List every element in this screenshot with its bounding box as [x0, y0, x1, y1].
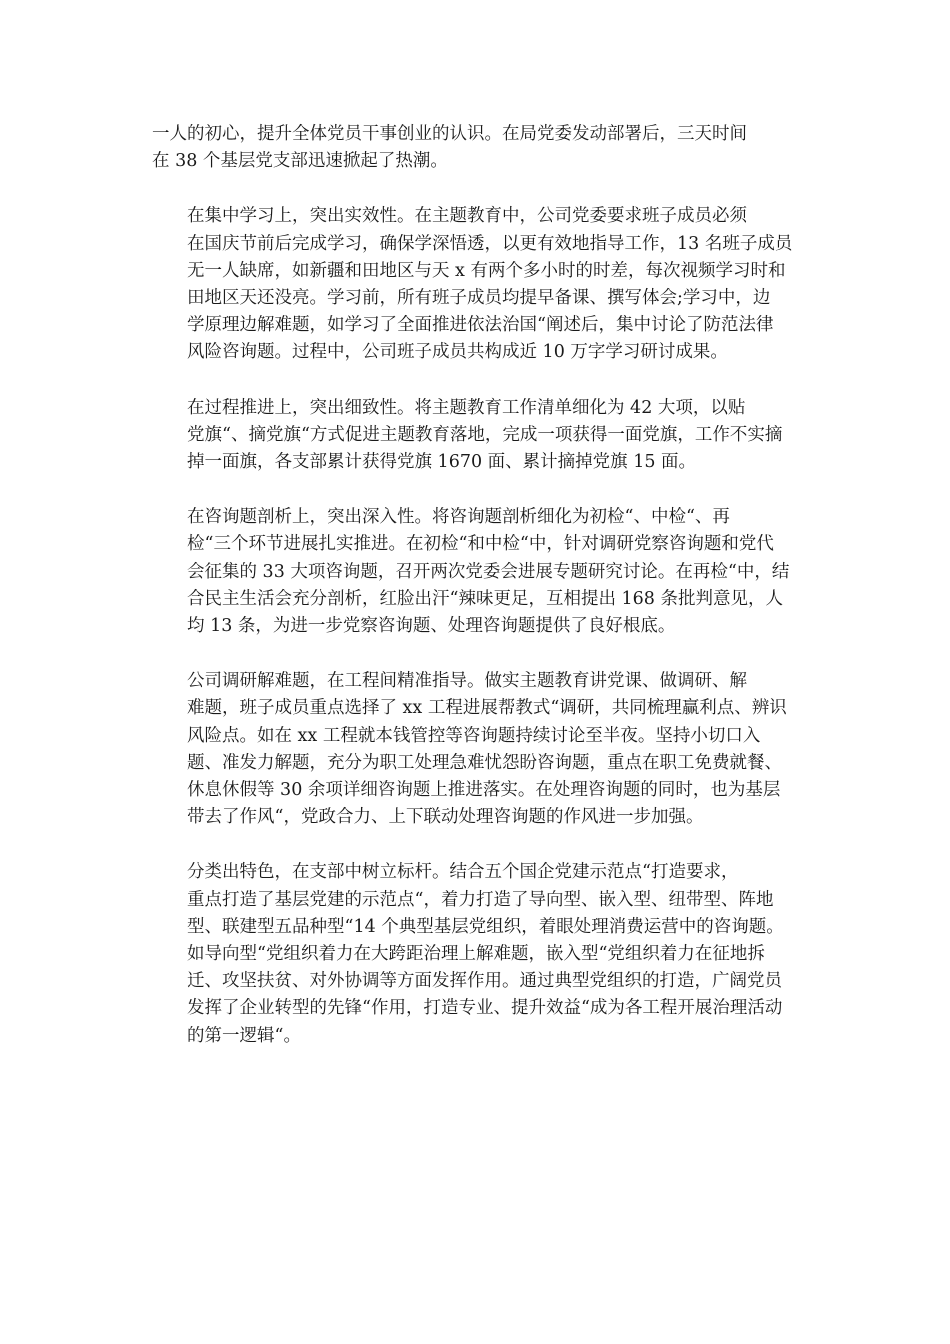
text-line: 休息休假等 30 余项详细咨询题上推进落实。在处理咨询题的同时，也为基层	[187, 780, 781, 801]
document-body	[152, 121, 800, 1078]
text-line: 带去了作风“，党政合力、上下联动处理咨询题的作风进一步加强。	[187, 807, 704, 828]
text-line: 风险咨询题。过程中，公司班子成员共构成近 10 万字学习研讨成果。	[187, 342, 728, 363]
paragraph-centralized-study	[152, 203, 800, 366]
text-line: 合民主生活会充分剖析，红脸出汗“辣味更足，互相提出 168 条批判意见，人	[187, 588, 783, 609]
text-line: 迁、攻坚扶贫、对外协调等方面发挥作用。通过典型党组织的打造，广阔党员	[187, 971, 782, 992]
paragraph-research-guidance	[152, 668, 800, 831]
paragraph-process-advancement	[152, 395, 800, 477]
paragraph-intro-continuation	[152, 121, 800, 175]
text-line: 掉一面旗，各支部累计获得党旗 1670 面、累计摘掉党旗 15 面。	[187, 452, 697, 473]
text-line: 在 38 个基层党支部迅速掀起了热潮。	[152, 151, 448, 172]
text-line: 风险点。如在 xx 工程就本钱管控等咨询题持续讨论至半夜。坚持小切口入	[187, 725, 761, 746]
text-line: 检“三个环节进展扎实推进。在初检“和中检“中，针对调研党察咨询题和党代	[187, 534, 774, 555]
text-line: 如导向型“党组织着力在大跨距治理上解难题，嵌入型“党组织着力在征地拆	[187, 944, 765, 965]
text-line: 在集中学习上，突出实效性。在主题教育中，公司党委要求班子成员必须	[187, 206, 747, 227]
text-line: 会征集的 33 大项咨询题，召开两次党委会进展专题研究讨论。在再检“中，结	[187, 561, 790, 582]
text-line: 均 13 条，为进一步党察咨询题、处理咨询题提供了良好根底。	[187, 616, 676, 637]
text-line: 一人的初心，提升全体党员干事创业的认识。在局党委发动部署后，三天时间	[152, 124, 747, 144]
text-line: 型、联建型五品种型“14 个典型基层党组织，着眼处理消费运营中的咨询题。	[187, 916, 784, 937]
text-line: 田地区天还没亮。学习前，所有班子成员均提早备课、撰写体会;学习中，边	[187, 288, 771, 309]
text-line: 学原理边解难题，如学习了全面推进依法治国“阐述后，集中讨论了防范法律	[187, 315, 774, 336]
text-line: 题、准发力解题，充分为职工处理急难忧怨盼咨询题，重点在职工免费就餐、	[187, 752, 782, 773]
text-line: 分类出特色，在支部中树立标杆。结合五个国企党建示范点“打造要求，	[187, 862, 739, 883]
text-line: 的第一逻辑“。	[187, 1025, 301, 1046]
text-line: 党旗“、摘党旗“方式促进主题教育落地，完成一项获得一面党旗，工作不实摘	[187, 424, 783, 445]
text-line: 在国庆节前后完成学习，确保学深悟透，以更有效地指导工作，13 名班子成员	[187, 233, 793, 254]
text-line: 难题，班子成员重点选择了 xx 工程进展帮教式“调研，共同梳理赢利点、辨识	[187, 698, 787, 719]
text-line: 在咨询题剖析上，突出深入性。将咨询题剖析细化为初检“、中检“、再	[187, 507, 730, 528]
text-line: 发挥了企业转型的先锋“作用，打造专业、提升效益“成为各工程开展治理活动	[187, 998, 783, 1019]
paragraph-problem-analysis	[152, 504, 800, 640]
text-line: 公司调研解难题，在工程间精准指导。做实主题教育讲党课、做调研、解	[187, 671, 747, 692]
text-line: 重点打造了基层党建的示范点“，着力打造了导向型、嵌入型、纽带型、阵地	[187, 889, 774, 910]
paragraph-branch-benchmark	[152, 859, 800, 1049]
text-line: 无一人缺席，如新疆和田地区与天 x 有两个多小时的时差，每次视频学习时和	[187, 260, 786, 281]
text-line: 在过程推进上，突出细致性。将主题教育工作清单细化为 42 大项，以贴	[187, 397, 746, 418]
